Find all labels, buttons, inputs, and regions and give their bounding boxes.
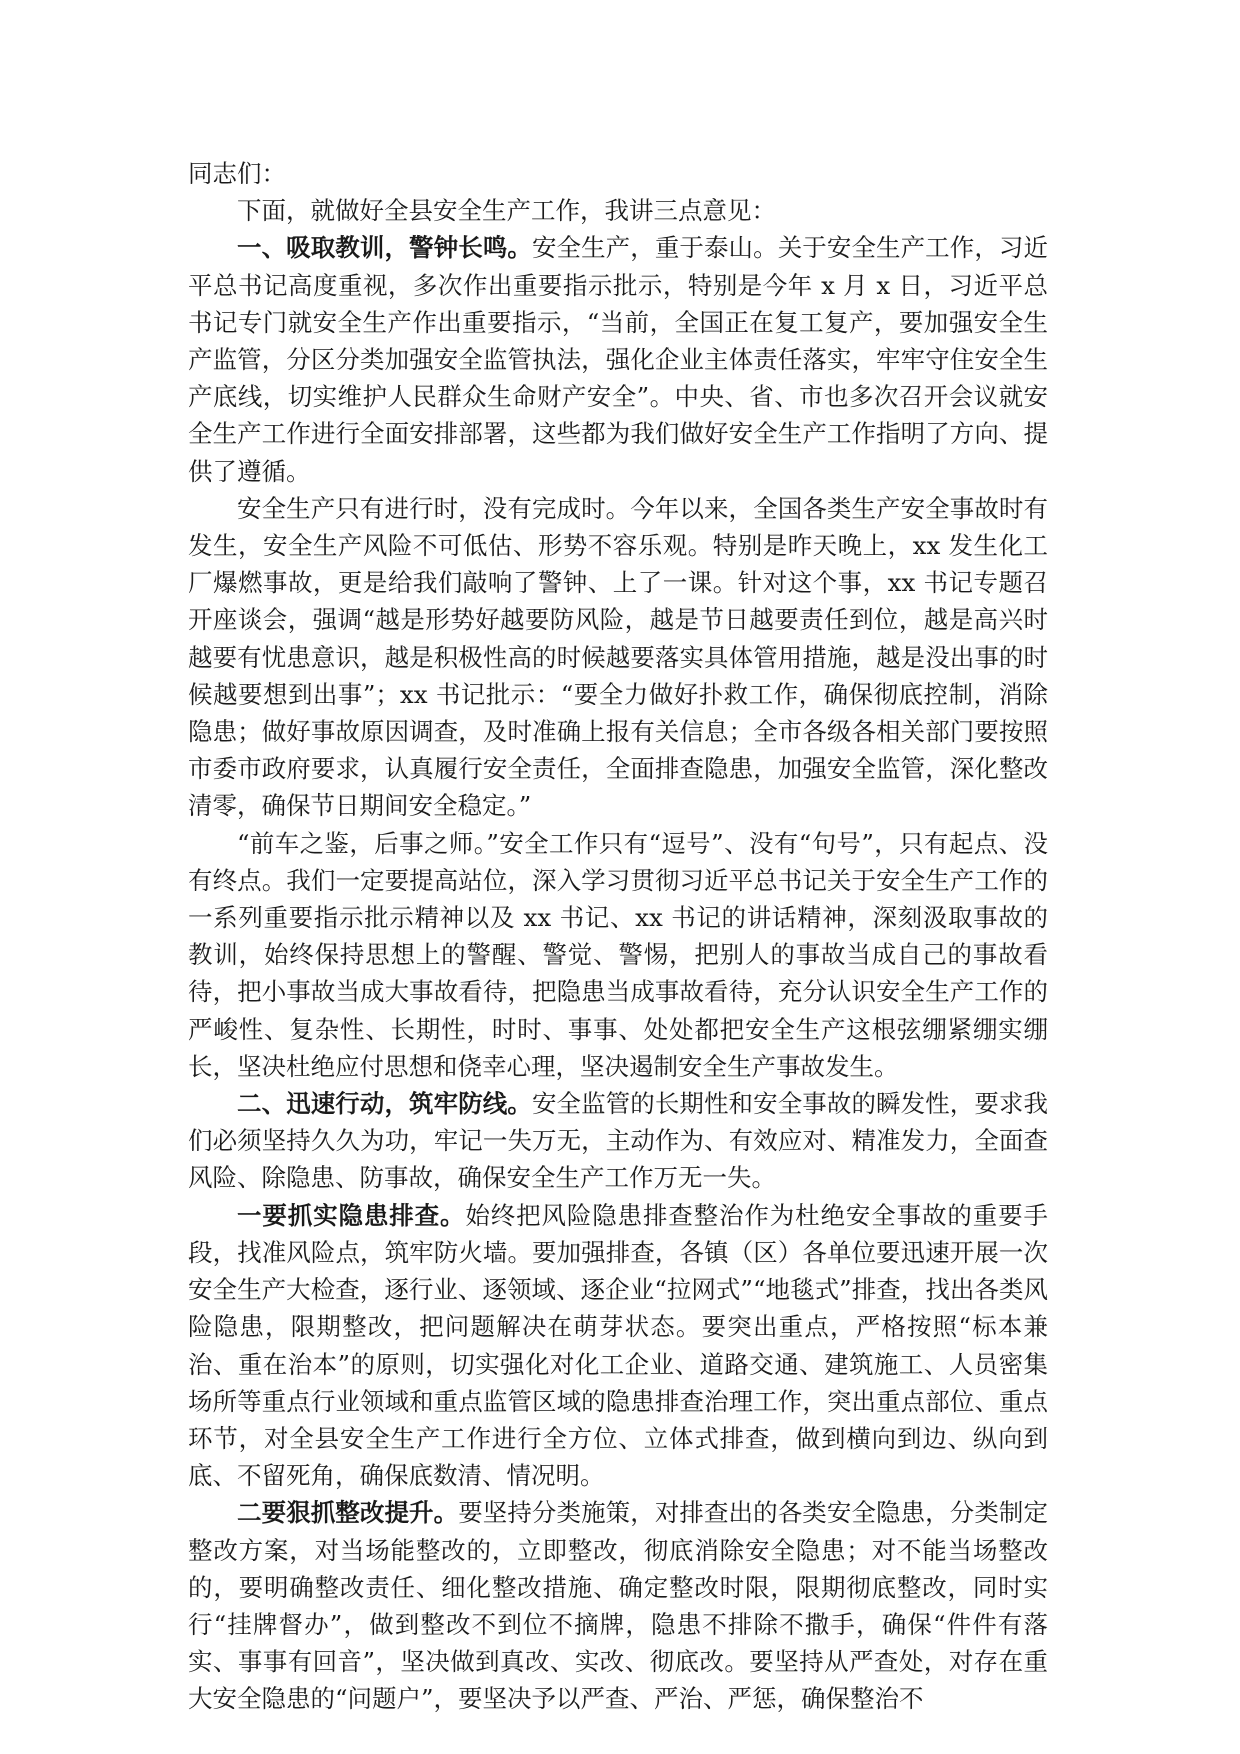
item-two-heading: 二要狠抓整改提升。: [237, 1498, 459, 1528]
item-two-paragraph: [188, 1494, 1048, 1717]
item-one-heading: 一要抓实隐患排查。: [237, 1200, 466, 1230]
intro-paragraph: 下面，就做好全县安全生产工作，我讲三点意见：: [237, 196, 776, 226]
section-one-paragraph: [188, 229, 1048, 489]
section-two-heading: 二、迅速行动，筑牢防线。: [237, 1089, 532, 1119]
paragraph-two: 安全生产只有进行时，没有完成时。今年以来，全国各类生产安全事故时有发生，安全生产风险不可低估、形势不容乐观。特别是昨天晚上，xx 发生化工厂爆燃事故，更是给我们敲响了警钟、上了一课。针对这个事，xx 书记专题召开座谈会，强调“越是形势好越要防风险，越是节日越要责任到位，越是高兴时越要有忧患意识，越是积极性高的时候越要落实具体管用措施，越是没出事的时候越要想到出事”；xx 书记批示：“要全力做好扑救工作，确保彻底控制，消除隐患；做好事故原因调查，及时准确上报有关信息；全市各级各相关部门要按照市委市政府要求，认真履行安全责任，全面排查隐患，加强安全监管，深化整改清零，确保节日期间安全稳定。”: [188, 493, 1048, 821]
document-page: [188, 155, 1048, 1718]
item-one-paragraph: [188, 1197, 1048, 1495]
section-two-paragraph: [188, 1085, 1048, 1197]
section-one-body: 安全生产，重于泰山。关于安全生产工作，习近平总书记高度重视，多次作出重要指示批示，特别是今年 x 月 x 日，习近平总书记专门就安全生产作出重要指示，“当前，全国正在复工复产，要加强安全生产监管，分区分类加强安全监管执法，强化企业主体责任落实，牢牢守住安全生产底线，切实维护人民群众生命财产安全”。中央、省、市也多次召开会议就安全生产工作进行全面安排部署，这些都为我们做好安全生产工作指明了方向、提供了遵循。: [188, 233, 1048, 486]
item-one-body: 始终把风险隐患排查整治作为杜绝安全事故的重要手段，找准风险点，筑牢防火墙。要加强排查，各镇（区）各单位要迅速开展一次安全生产大检查，逐行业、逐领域、逐企业“拉网式”“地毯式”排查，找出各类风险隐患，限期整改，把问题解决在萌芽状态。要突出重点，严格按照“标本兼治、重在治本”的原则，切实强化对化工企业、道路交通、建筑施工、人员密集场所等重点行业领域和重点监管区域的隐患排查治理工作，突出重点部位、重点环节，对全县安全生产工作进行全方位、立体式排查，做到横向到边、纵向到底、不留死角，确保底数清、情况明。: [188, 1200, 1049, 1491]
paragraph-three: “前车之鉴，后事之师。”安全工作只有“逗号”、没有“句号”，只有起点、没有终点。我们一定要提高站位，深入学习贯彻习近平总书记关于安全生产工作的一系列重要指示批示精神以及 xx 书记、xx 书记的讲话精神，深刻汲取事故的教训，始终保持思想上的警醒、警觉、警惕，把别人的事故当成自己的事故看待，把小事故当成大事故看待，把隐患当成事故看待，充分认识安全生产工作的严峻性、复杂性、长期性，时时、事事、处处都把安全生产这根弦绷紧绷实绷长，坚决杜绝应付思想和侥幸心理，坚决遏制安全生产事故发生。: [188, 828, 1048, 1081]
salutation: 同志们：: [188, 159, 286, 188]
section-one-heading: 一、吸取教训，警钟长鸣。: [237, 233, 532, 263]
section-two-body: 安全监管的长期性和安全事故的瞬发性，要求我们必须坚持久久为功，牢记一失万无，主动作为、有效应对、精准发力，全面查风险、除隐患、防事故，确保安全生产工作万无一失。: [188, 1089, 1048, 1193]
item-two-body: 要坚持分类施策，对排查出的各类安全隐患，分类制定整改方案，对当场能整改的，立即整改，彻底消除安全隐患；对不能当场整改的，要明确整改责任、细化整改措施、确定整改时限，限期彻底整改，同时实行“挂牌督办”，做到整改不到位不摘牌，隐患不排除不撒手，确保“件件有落实、事事有回音”，坚决做到真改、实改、彻底改。要坚持从严查处，对存在重大安全隐患的“问题户”，要坚决予以严查、严治、严惩，确保整治不: [188, 1498, 1048, 1714]
